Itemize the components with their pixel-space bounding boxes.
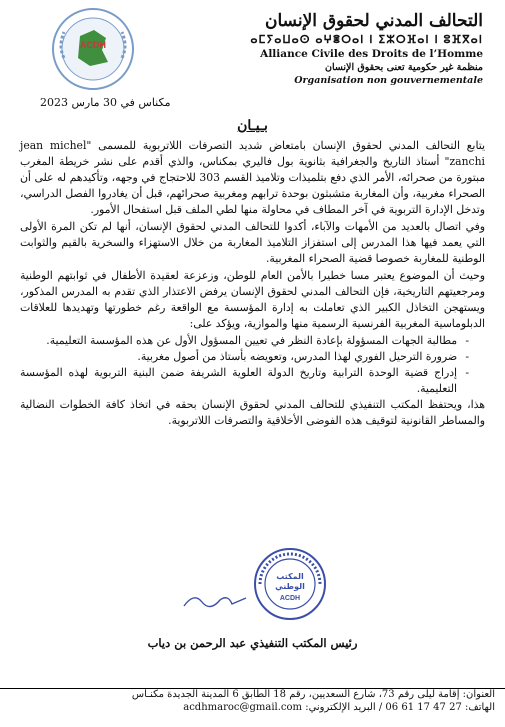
statement-body xyxy=(20,138,485,430)
acdh-logo xyxy=(50,6,136,92)
official-stamp xyxy=(252,546,328,622)
paragraph-2: وفي اتصال بالعديد من الأمهات والآباء، أكدوا للتحالف المدني لحقوق الإنسان، أنها لم تكن المرة الأولى التي يعمد فيها هذا المدرس إلى استفزاز التلاميذ المغاربة من خلال الاستهزاء والسخرية بالقيم والثوابت الوطنية للمغاربة خصوصا قضية الصحراء المغربية. xyxy=(20,220,485,265)
letterhead xyxy=(153,10,483,87)
demands-list xyxy=(20,333,485,397)
demand-item: - إدراج قضية الوحدة الترابية وتاريخ الدولة العلوية الشريفة ضمن البنية التربوية لهذه المؤسسة التعليمية. xyxy=(20,365,469,397)
signer-name: رئيس المكتب التنفيذي عبد الرحمن بن دياب xyxy=(147,636,358,650)
subtitle-fr: Organisation non gouvernementale xyxy=(294,75,483,86)
org-name-ar: التحالف المدني لحقوق الإنسان xyxy=(265,11,483,31)
org-name-tifinagh: ⴰⵎⵢⴰⵡⴰⵙ ⴰⵖⴻⵔⴰⵏ ⵏ ⵉⵣⵔⴼⴰⵏ ⵏ ⵓⴼⴳⴰⵏ xyxy=(250,33,483,46)
org-name-fr: Alliance Civile des Droits de l’Homme xyxy=(260,48,483,60)
paragraph-1: يتابع التحالف المدني لحقوق الإنسان بامتعاض شديد التصرفات اللاتربوية للمسمى "jean michel zanchi" أستاذ التاريخ والجغرافية بثانوية بول فاليري بمكناس، والذي أقدم على نشر خريطة المغرب مبتورة من صحرائه، الأمر الذي دفع بتلميذات وتلاميذ القسم 303 للاحتجاج في وجهه، وتأكيدهم له على أن الصحراء مغربية، وأن المغاربة متشبثون بوحدة ترابهم ومغربية صحرائهم، قبل أن يغادروا الفصل الدراسي، وتدخل الإدارة التربوية في آخر المطاف في محاولة منها لطي الملف قبل استفحال الأمور. xyxy=(20,139,485,216)
paragraph-4: هذا، ويحتفظ المكتب التنفيذي للتحالف المدني لحقوق الإنسان بحقه في اتخاذ كافة الخطوات النضالية والمساطر القانونية لتوقيف هذه الفوضى الأخلاقية والتصرفات اللاتربوية. xyxy=(20,398,485,427)
demand-item: - مطالبة الجهات المسؤولة بإعادة النظر في تعيين المسؤول الأول عن هذه المؤسسة التعليمية. xyxy=(20,333,469,349)
paragraph-3: وحيث أن الموضوع يعتبر مسا خطيرا بالأمن العام للوطن، وزعزعة لعقيدة الأطفال في ثوابتهم الوطنية ومرجعيتهم التاريخية، فإن التحالف المدني لحقوق الإنسان يرفض الاعتذار الذي تقدم به المدرس المذكور، ويستهجن التخاذل الكبير الذي تعاملت به إدارة المؤسسة مع الواقعة رغم خطورتها وتهديدها للعلاقات الدبلوماسية المغربية الفرنسية الرسمية منها والموازية، ويؤكد على: xyxy=(20,269,485,330)
handwritten-signature xyxy=(180,588,250,612)
stamp-line-3: ACDH xyxy=(279,595,301,602)
document-title: بـيـان xyxy=(237,118,268,134)
date-line: مكناس في 30 مارس 2023 xyxy=(40,96,171,109)
footer-contact: الهاتف: 27 47 17 61 06 / البريد الإلكتروني: acdhmaroc@gmail.com xyxy=(183,701,495,713)
footer-address: العنوان: إقامة ليلى رقم 73، شارع السعديين، رقم 18 الطابق 6 المدينة الجديدة مكنـاس xyxy=(131,689,495,700)
stamp-line-1: المكتب xyxy=(276,572,304,581)
footer xyxy=(12,689,495,714)
demand-item: - ضرورة الترحيل الفوري لهذا المدرس، وتعويضه بأستاذ من أصول مغربية. xyxy=(20,349,469,365)
stamp-line-2: الوطني xyxy=(275,582,305,591)
logo-text: ACDH xyxy=(80,40,106,50)
subtitle-ar: منظمة غير حكومية تعنى بحقوق الإنسان xyxy=(325,62,483,73)
